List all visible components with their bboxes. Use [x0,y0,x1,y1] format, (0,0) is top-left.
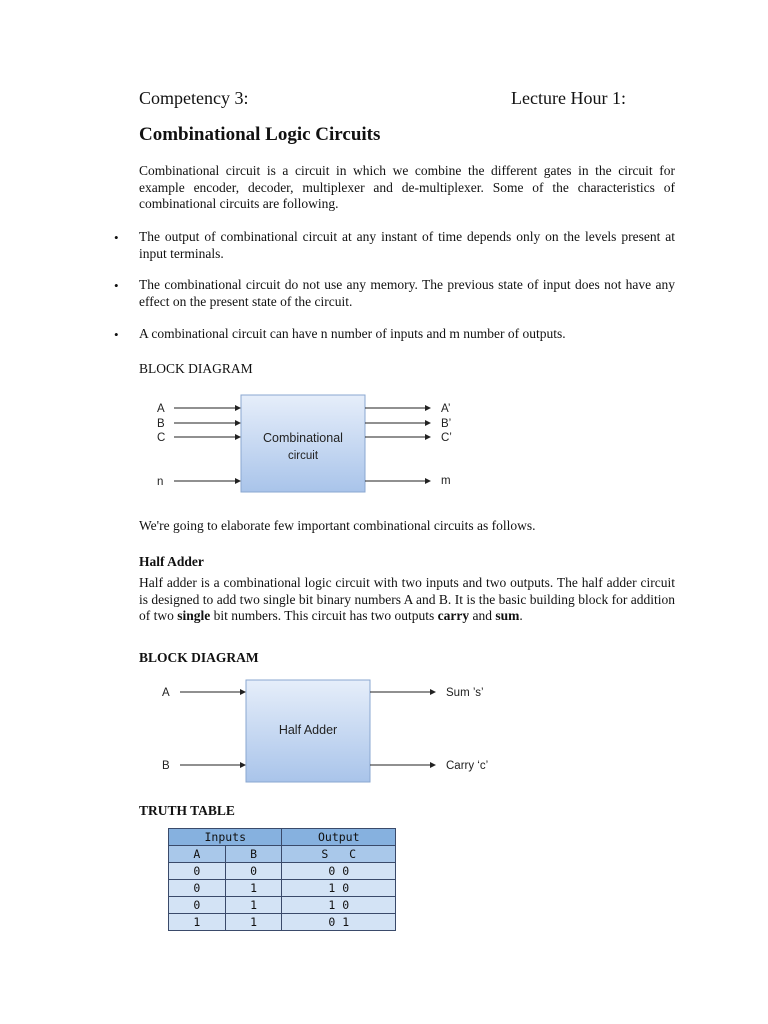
half-adder-text-4: . [519,608,523,623]
truth-table [168,828,396,931]
transition-sentence: We're going to elaborate few important combinational circuits as follows. [139,518,536,533]
table-row [169,863,396,880]
bullet-icon: • [114,278,119,293]
output-group-header: Output [282,829,396,846]
box-label-line1: Combinational [263,431,343,445]
column-header-c: C [349,846,357,861]
column-header-b: B [225,846,282,863]
bullet-item-2: The combinational circuit do not use any memory. The previous state of input does not have any effect on the present state of the circuit. [139,277,675,309]
bullet-icon: • [114,230,119,245]
table-row [169,897,396,914]
half-adder-text-2: bit numbers. This circuit has two outputs [210,608,438,623]
half-adder-bold-single: single [177,608,211,623]
intro-paragraph: Combinational circuit is a circuit in which we combine the different gates in the circuit for example encoder, decoder, multiplexer and de-multiplexer. Some of the characteristics of combinational circuits are following. [139,163,675,211]
table-cell: 1 [225,880,282,897]
table-row [169,880,396,897]
combinational-block-diagram [140,388,470,498]
table-cell: 0 [169,863,226,880]
table-cell: 0 [225,863,282,880]
half-adder-text-3: and [469,608,496,623]
half-adder-input-a: A [162,687,170,699]
column-header-sc [282,846,396,863]
half-adder-text-1: Half adder is a combinational logic circuit with two inputs and two outputs. The half adder circuit is designed to add two single bit binary numbers A and B. It is the basic building block for addition of two [139,575,675,623]
bullet-icon: • [114,327,119,342]
table-cell: 1 [225,914,282,931]
table-cell: 0 [169,897,226,914]
table-cell: 1 0 [282,880,396,897]
half-adder-heading: Half Adder [139,554,204,569]
half-adder-block-diagram [150,676,520,788]
half-adder-paragraph [139,575,675,625]
table-cell: 0 1 [282,914,396,931]
lecture-hour-label: Lecture Hour 1: [511,88,626,108]
page-title: Combinational Logic Circuits [139,124,381,145]
input-label-c: C [157,432,166,444]
column-header-s: S [321,846,329,861]
table-cell: 0 [169,880,226,897]
table-row [169,914,396,931]
column-header-a: A [169,846,226,863]
half-adder-box-label: Half Adder [278,723,338,737]
table-cell: 0 0 [282,863,396,880]
table-cell: 1 [169,914,226,931]
output-label-b: B’ [441,418,452,430]
input-label-a: A [157,403,165,415]
half-adder-input-b: B [162,760,170,772]
output-label-m: m [441,475,451,487]
inputs-group-header: Inputs [169,829,282,846]
truth-table-group-header-row [169,829,396,846]
truth-table-heading: TRUTH TABLE [139,803,235,818]
half-adder-block-heading: BLOCK DIAGRAM [139,650,259,665]
table-cell: 1 0 [282,897,396,914]
bullet-item-3: A combinational circuit can have n number of inputs and m number of outputs. [139,326,566,341]
box-label-line2: circuit [287,450,319,462]
input-label-n: n [157,476,164,488]
half-adder-bold-carry: carry [437,608,470,623]
competency-label: Competency 3: [139,88,249,108]
input-label-b: B [157,418,165,430]
half-adder-bold-sum: sum [495,608,520,623]
half-adder-output-sum: Sum ’s’ [446,687,484,699]
output-label-c: C’ [441,432,452,444]
table-cell: 1 [225,897,282,914]
bullet-item-1: The output of combinational circuit at any instant of time depends only on the levels present at input terminals. [139,229,675,261]
block-diagram-heading: BLOCK DIAGRAM [139,361,253,376]
half-adder-output-carry: Carry ‘c’ [446,760,489,772]
output-label-a: A’ [441,403,451,415]
truth-table-column-header-row [169,846,396,863]
